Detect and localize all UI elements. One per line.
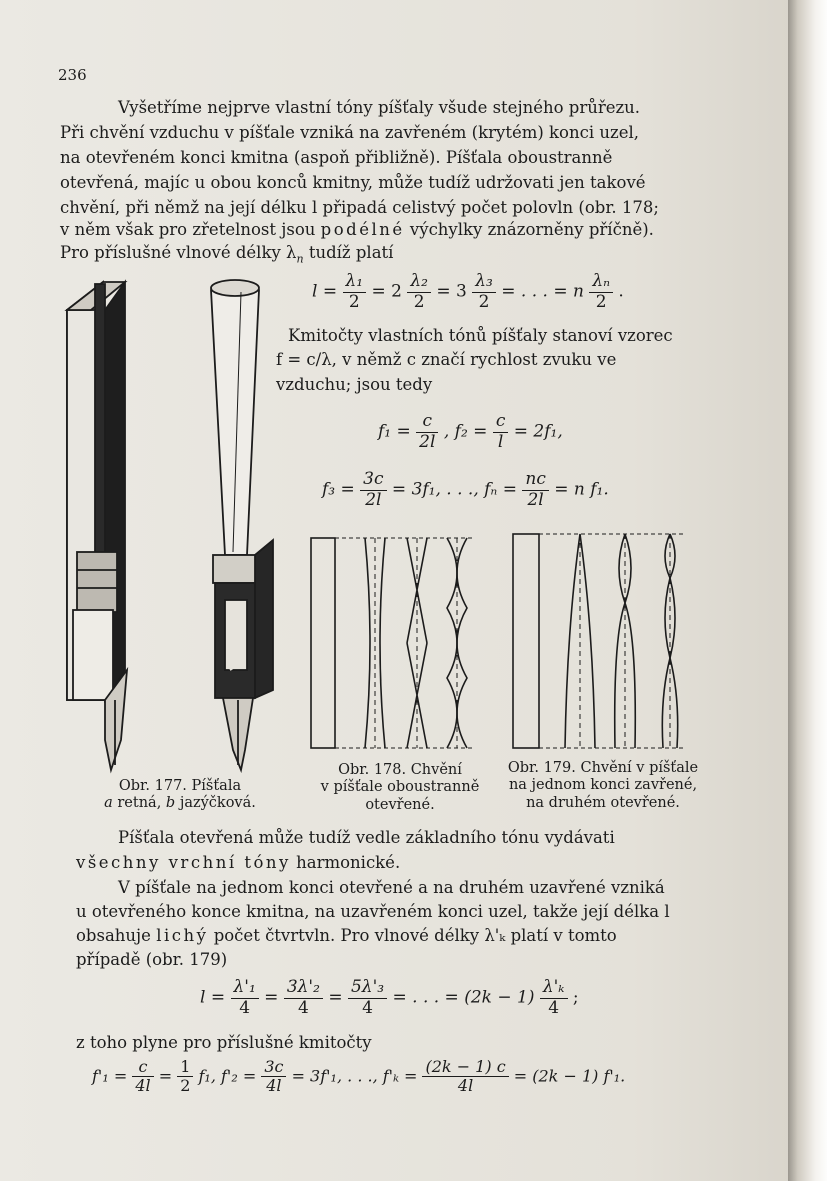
eq3-result: = n f₁. [554,479,609,500]
figure-178-open-pipe [305,530,485,752]
para4-line3 [76,928,617,945]
para3-emph: všechny vrchní tóny [76,853,291,872]
eq1-frac3-num: λ₃ [472,272,496,293]
eq4-frac2-num: 3λ'₂ [284,978,323,999]
eq3-frac2-num: nc [522,470,548,491]
eq1-eq3: = 3 [436,281,467,302]
eq5-frac2-den: 2 [180,1076,191,1096]
eq4-frac4-den: 4 [548,997,560,1018]
para1-line4: otevřená, majíc u obou konců kmitny, může tudíž udržovati jen takové [60,173,646,192]
eq3-frac2 [522,470,548,510]
eq5-frac3 [261,1058,286,1096]
eq5-frac1-num: c [132,1058,153,1077]
para4-emph-lichy: lichý [156,926,209,945]
para4-rest: počet čtvrtvln. Pro vlnové délky λ'ₖ platí v tomto [213,926,617,945]
caption-177-a: a [104,795,113,812]
para3-line1: Píšťala otevřená může tudíž vedle základního tónu vydávati [118,828,615,847]
eq5-frac2 [177,1058,193,1096]
pipe-a-block [73,610,113,700]
eq4-frac3-num: 5λ'₃ [348,978,387,999]
equation-1 [312,272,624,312]
para5-line1: z toho plyne pro příslušné kmitočty [76,1033,372,1052]
equation-4 [200,978,579,1018]
eq4-eq2: = [328,987,343,1008]
eq1-frac4-num: λₙ [589,272,613,293]
para4-line4: případě (obr. 179) [76,950,228,969]
page-number: 236 [58,66,87,84]
eq3-frac2-den: 2l [527,489,544,510]
caption-178 [300,762,500,814]
eq1-frac4-den: 2 [595,291,607,312]
eq2-f2: , f₂ = [443,421,488,442]
eq4-frac1-den: 4 [239,997,251,1018]
eq4-frac3-den: 4 [362,997,373,1018]
caption-178-line2: v píšťale oboustranně [320,779,480,796]
para1-line6-b: výchylky znázorněny příčně). [409,220,654,239]
mode-n3 [447,538,467,748]
caption-177-line2 [80,795,280,812]
figure-177-organ-pipes [55,270,285,780]
para1-line7 [60,245,393,264]
caption-177 [80,778,280,813]
para1-line6-a: v něm však pro zřetelnost jsou [60,220,316,239]
eq1-eq2: = 2 [371,281,402,302]
caption-177-retna: retná, [112,795,166,812]
eq1-frac1-den: 2 [348,291,360,312]
mode-n2 [407,538,427,748]
eq2-frac1-den: 2l [419,431,436,452]
eq1-frac2-den: 2 [413,291,425,312]
para1-subscript-n: n [296,252,304,266]
equation-3 [322,470,609,510]
book-spine [788,0,827,1181]
eq2-f1: f₁ = [378,421,411,442]
eq1-frac1-num: λ₁ [343,272,367,293]
eq3-f3: f₃ = [322,479,355,500]
para1-line6 [60,222,654,239]
caption-179-line1: Obr. 179. Chvění v píšťale [507,760,699,776]
eq1-l: l = [312,281,338,302]
para4-obsahuje: obsahuje [76,926,151,945]
para1-line2: Při chvění vzduchu v píšťale vzniká na zavřeném (krytém) konci uzel, [60,123,639,142]
para1-emph-podelne: podélné [320,220,405,239]
eq1-frac3 [472,272,496,312]
eq5-f2: f₁, f'₂ = [198,1066,257,1086]
para2-line2: f = c/λ, v němž c značí rychlost zvuku ve [276,350,617,369]
pipe-a-mouth [77,552,117,612]
eq1-dot: . [618,281,624,302]
eq4-frac1 [231,978,259,1018]
eq1-eqn: = . . . = n [501,281,584,302]
para1-line7-b: tudíž platí [303,243,394,262]
pipe-b-boot [213,555,259,583]
eq5-frac4-den: 4l [457,1076,474,1096]
pipe-b-top [211,280,259,296]
eq4-frac2 [284,978,323,1018]
eq5-result: = (2k − 1) f'₁. [513,1066,626,1086]
eq4-frac3 [348,978,387,1018]
para4-line2: u otevřeného konce kmitna, na uzavřeném konci uzel, takže její délka l [76,902,670,921]
pipe-outline [311,538,335,748]
para2-line1: Kmitočty vlastních tónů píšťaly stanoví vzorec [288,326,673,345]
para2-line3: vzduchu; jsou tedy [276,375,433,394]
para1-line5: chvění, při němž na její délku l připadá celistvý počet polovln (obr. 178; [60,198,659,217]
eq2-frac2 [493,412,509,452]
caption-178-line3: otevřené. [365,796,435,813]
eq1-frac3-den: 2 [478,291,490,312]
eq3-frac1-num: 3c [360,470,386,491]
eq5-fk: = 3f'₁, . . ., f'ₖ = [291,1066,418,1086]
eq5-frac4 [422,1058,508,1096]
eq5-frac1-den: 4l [135,1076,151,1096]
caption-177-b: b [165,795,176,812]
caption-179-line3: na druhém otevřené. [526,794,680,811]
equation-2 [378,412,563,452]
eq5-frac3-den: 4l [266,1076,282,1096]
para4-line1: V píšťale na jednom konci otevřené a na druhém uzavřené vzniká [118,878,665,897]
eq2-frac1 [416,412,438,452]
para3-rest: harmonické. [290,853,401,872]
eq4-semi: ; [572,987,579,1008]
para1-line7-a: Pro příslušné vlnové délky λ [60,243,297,262]
eq5-frac4-num: (2k − 1) c [422,1058,508,1077]
eq3-frac1-den: 2l [365,489,382,510]
eq2-frac1-num: c [416,412,438,433]
pipe-b-side [255,540,273,698]
caption-177-jazyckova: jazýčková. [175,795,256,812]
eq1-frac1 [343,272,367,312]
caption-179 [488,760,718,812]
eq2-frac2-den: l [497,431,504,452]
eq1-frac4 [589,272,613,312]
eq5-frac1 [132,1058,153,1096]
eq5-eq1: = [158,1066,173,1086]
pipe-b-resonator [211,283,259,556]
eq2-frac2-num: c [493,412,509,433]
caption-177-line1: Obr. 177. Píšťala [118,778,242,794]
para3-line2 [76,855,400,872]
para1-line3: na otevřeném konci kmitna (aspoň přibližně). Píšťala oboustranně [60,148,613,167]
eq1-frac2 [407,272,431,312]
eq1-frac2-num: λ₂ [407,272,431,293]
caption-178-line1: Obr. 178. Chvění [338,762,462,778]
eq5-frac2-num: 1 [177,1058,193,1077]
mode-k3 [662,534,677,748]
mode-k1 [565,534,595,748]
para1-line1: Vyšetříme nejprve vlastní tóny píšťaly všude stejného průřezu. [118,98,641,117]
mode-k2 [615,534,636,748]
eq4-frac1-num: λ'₁ [231,978,259,999]
eq4-frac4-num: λ'ₖ [540,978,568,999]
eq5-f1: f'₁ = [92,1066,128,1086]
eq4-eq1: = [264,987,279,1008]
caption-179-line2: na jednom konci zavřené, [508,777,698,794]
equation-5 [92,1058,625,1096]
eq4-eqk: = . . . = (2k − 1) [392,987,535,1008]
eq3-mid: = 3f₁, . . ., fₙ = [391,479,517,500]
mode-n1 [365,538,385,748]
eq2-result: = 2f₁, [513,421,563,442]
eq4-frac2-den: 4 [297,997,309,1018]
eq3-frac1 [360,470,386,510]
eq4-l: l = [200,987,226,1008]
pipe-outline [513,534,539,748]
eq5-frac3-num: 3c [261,1058,286,1077]
figure-179-closed-pipe [505,528,695,752]
eq4-frac4 [540,978,568,1018]
